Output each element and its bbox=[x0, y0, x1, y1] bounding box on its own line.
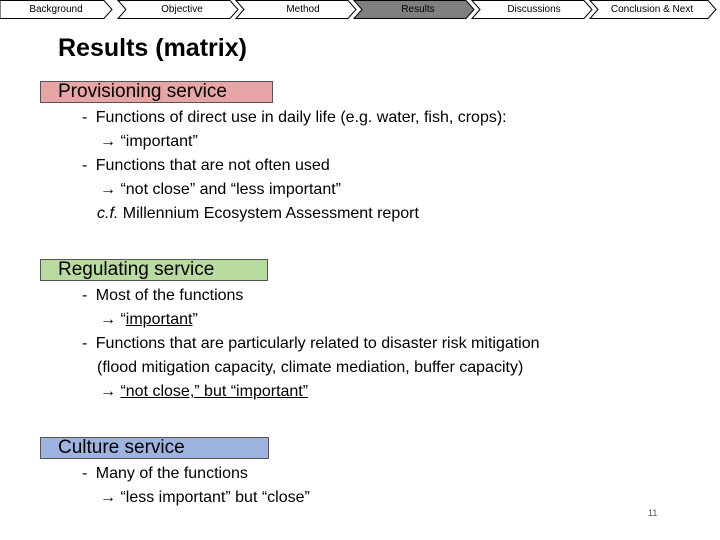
regulating-line-5 bbox=[100, 380, 308, 404]
regulating-line-2 bbox=[100, 308, 198, 332]
bullet-dash: - bbox=[82, 465, 88, 482]
provisioning-text-4: “not close” and “less important” bbox=[120, 181, 341, 198]
regulating-line-3 bbox=[82, 332, 540, 356]
culture-text-1: Many of the functions bbox=[95, 465, 248, 482]
provisioning-text-2: “important” bbox=[120, 133, 198, 150]
culture-service-heading bbox=[40, 437, 269, 459]
provisioning-text-5: Millennium Ecosystem Assessment report bbox=[118, 205, 419, 222]
page-title: Results (matrix) bbox=[58, 34, 247, 62]
nav-tab-objective[interactable]: Objective bbox=[161, 4, 203, 15]
regulating-important-underlined: important bbox=[125, 311, 193, 328]
regulating-heading-text: Regulating service bbox=[58, 259, 215, 280]
quote-open: “ bbox=[120, 311, 126, 328]
provisioning-heading-text: Provisioning service bbox=[58, 81, 227, 102]
bullet-dash: - bbox=[82, 109, 88, 126]
regulating-text-5-underlined: “not close,” but “important” bbox=[120, 383, 309, 400]
culture-line-1 bbox=[82, 462, 248, 486]
bullet-dash: - bbox=[82, 287, 88, 304]
regulating-line-1 bbox=[82, 284, 243, 308]
provisioning-line-4 bbox=[100, 178, 341, 202]
arrow-icon: → bbox=[100, 383, 116, 400]
regulating-service-heading bbox=[40, 259, 268, 281]
provisioning-line-3 bbox=[82, 154, 330, 178]
nav-tab-method[interactable]: Method bbox=[286, 4, 320, 15]
culture-heading-text: Culture service bbox=[58, 437, 185, 458]
provisioning-line-5 bbox=[97, 202, 419, 226]
regulating-line-4 bbox=[97, 356, 523, 380]
cf-abbrev: c.f. bbox=[97, 205, 119, 222]
provisioning-text-3: Functions that are not often used bbox=[95, 157, 330, 174]
arrow-icon: → bbox=[100, 133, 116, 150]
nav-bar bbox=[0, 0, 720, 20]
culture-text-2: “less important” but “close” bbox=[120, 489, 310, 506]
culture-line-2 bbox=[100, 486, 310, 510]
bullet-dash: - bbox=[82, 157, 88, 174]
regulating-text-4: (flood mitigation capacity, climate mediation, buffer capacity) bbox=[97, 359, 524, 376]
nav-tab-background[interactable]: Background bbox=[29, 4, 83, 15]
bullet-dash: - bbox=[82, 335, 88, 352]
arrow-icon: → bbox=[100, 489, 116, 506]
arrow-icon: → bbox=[100, 311, 116, 328]
provisioning-line-2 bbox=[100, 130, 198, 154]
provisioning-line-1 bbox=[82, 106, 507, 130]
page-number: 11 bbox=[648, 508, 658, 518]
nav-tab-results[interactable]: Results bbox=[401, 4, 435, 15]
regulating-text-3: Functions that are particularly related to disaster risk mitigation bbox=[95, 335, 540, 352]
provisioning-text-1: Functions of direct use in daily life (e.g. water, fish, crops): bbox=[95, 109, 507, 126]
nav-tab-discussions[interactable]: Discussions bbox=[507, 4, 561, 15]
arrow-icon: → bbox=[100, 181, 116, 198]
nav-tab-conclusion[interactable]: Conclusion & Next bbox=[610, 4, 694, 15]
regulating-text-1: Most of the functions bbox=[95, 287, 244, 304]
provisioning-service-heading bbox=[40, 81, 273, 103]
quote-close: ” bbox=[192, 311, 198, 328]
